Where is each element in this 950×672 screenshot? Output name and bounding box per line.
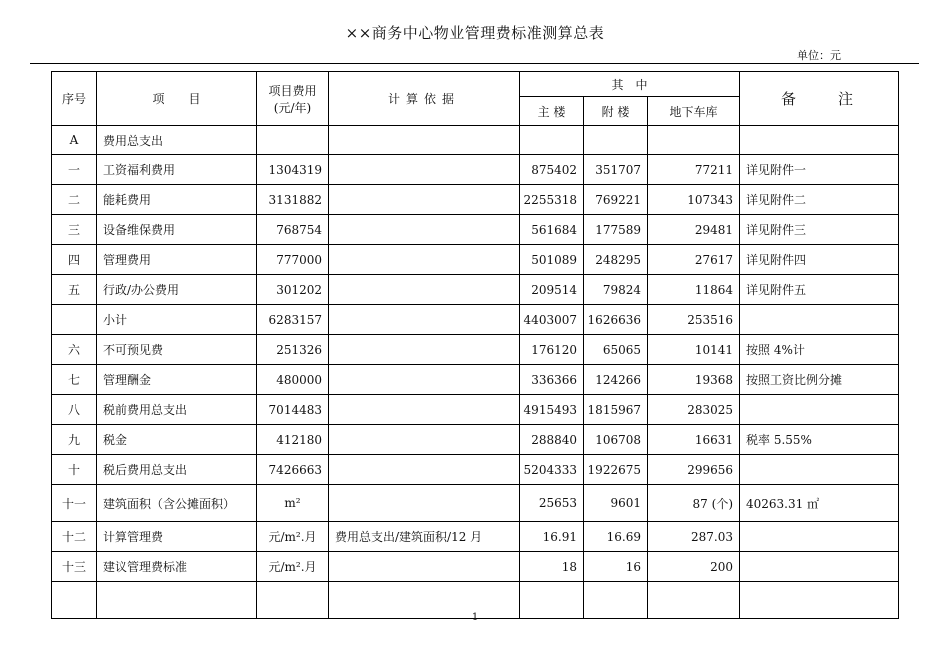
cell-remark: 40263.31 ㎡ [740,485,899,522]
cell-cost: 7014483 [257,395,329,425]
cell-annex: 351707 [584,155,648,185]
cell-basis [329,395,520,425]
cell-garage: 29481 [648,215,740,245]
table-row [52,335,899,365]
cell-basis [329,552,520,582]
cell-item: 税前费用总支出 [97,395,257,425]
header-cost [257,72,329,126]
cell-cost: m² [257,485,329,522]
cell-item: 行政/办公费用 [97,275,257,305]
cell-garage [648,126,740,155]
header-row-1 [52,72,899,97]
cell-item: 能耗费用 [97,185,257,215]
cell-garage: 77211 [648,155,740,185]
table-row [52,215,899,245]
header-cost-label: 项目费用 [268,83,317,98]
header-item: 项 目 [97,72,257,126]
cell-main [520,126,584,155]
cell-main: 5204333 [520,455,584,485]
cell-seq: 三 [52,215,97,245]
cell-cost: 7426663 [257,455,329,485]
cell-basis [329,275,520,305]
header-seq: 序号 [52,72,97,126]
cell-garage: 200 [648,552,740,582]
cell-item: 费用总支出 [97,126,257,155]
header-annex: 附 楼 [584,97,648,126]
cell-main: 2255318 [520,185,584,215]
header-among: 其 中 [520,72,740,97]
cell-cost [257,126,329,155]
cell-remark: 详见附件三 [740,215,899,245]
table-row [52,365,899,395]
cell-remark [740,522,899,552]
cell-main: 16.91 [520,522,584,552]
cell-garage: 299656 [648,455,740,485]
header-remark: 备 注 [740,72,899,126]
cell-cost: 301202 [257,275,329,305]
table-row [52,185,899,215]
cell-annex: 1815967 [584,395,648,425]
cell-seq: 十 [52,455,97,485]
cell-remark: 详见附件二 [740,185,899,215]
cell-item: 税后费用总支出 [97,455,257,485]
cell-main: 561684 [520,215,584,245]
cell-basis [329,185,520,215]
table-row [52,485,899,522]
cell-annex: 1626636 [584,305,648,335]
unit-label: 单位：元 [797,49,841,62]
cell-seq: 十三 [52,552,97,582]
cell-annex: 1922675 [584,455,648,485]
cell-remark: 按照 4%计 [740,335,899,365]
cell-basis [329,126,520,155]
cost-table [51,71,899,619]
cell-seq: 一 [52,155,97,185]
cell-item: 建议管理费标准 [97,552,257,582]
cell-main: 209514 [520,275,584,305]
cell-basis [329,155,520,185]
cell-annex: 248295 [584,245,648,275]
cell-basis [329,245,520,275]
cell-basis [329,215,520,245]
cell-main: 501089 [520,245,584,275]
cell-seq: 四 [52,245,97,275]
table-row [52,455,899,485]
table-row [52,522,899,552]
cell-main: 18 [520,552,584,582]
page-number: 1 [471,612,479,623]
cell-cost: 1304319 [257,155,329,185]
cell-basis [329,425,520,455]
cell-main: 4403007 [520,305,584,335]
cell-garage: 19368 [648,365,740,395]
cell-seq: 六 [52,335,97,365]
cell-seq: 十二 [52,522,97,552]
cell-remark [740,395,899,425]
cell-item: 设备维保费用 [97,215,257,245]
cell-garage: 10141 [648,335,740,365]
cell-cost: 251326 [257,335,329,365]
cell-annex: 124266 [584,365,648,395]
cell-seq [52,305,97,335]
header-main: 主 楼 [520,97,584,126]
cell-cost: 777000 [257,245,329,275]
cell-main: 4915493 [520,395,584,425]
table-row [52,395,899,425]
cell-basis: 费用总支出/建筑面积/12 月 [329,522,520,552]
cell-cost: 412180 [257,425,329,455]
cell-basis [329,455,520,485]
cell-cost: 元/m².月 [257,552,329,582]
cell-annex: 177589 [584,215,648,245]
cell-annex: 65065 [584,335,648,365]
cell-cost: 元/m².月 [257,522,329,552]
cell-remark [740,305,899,335]
table-row [52,155,899,185]
cell-basis [329,305,520,335]
cell-annex: 16 [584,552,648,582]
cell-main: 176120 [520,335,584,365]
cell-remark [740,126,899,155]
header-garage: 地下车库 [648,97,740,126]
cell-item: 工资福利费用 [97,155,257,185]
cell-item: 税金 [97,425,257,455]
cell-remark: 详见附件一 [740,155,899,185]
cell-seq: 二 [52,185,97,215]
cell-main: 288840 [520,425,584,455]
cell-cost: 768754 [257,215,329,245]
cell-seq: 五 [52,275,97,305]
table-row [52,275,899,305]
cell-basis [329,335,520,365]
table-row [52,126,899,155]
cell-annex: 106708 [584,425,648,455]
cell-garage: 253516 [648,305,740,335]
cell-annex [584,126,648,155]
cell-cost: 6283157 [257,305,329,335]
cell-annex: 79824 [584,275,648,305]
document-title: ××商务中心物业管理费标准测算总表 [345,24,605,42]
cell-garage: 107343 [648,185,740,215]
cell-basis [329,485,520,522]
cell-remark [740,552,899,582]
cell-item: 计算管理费 [97,522,257,552]
cell-item: 小计 [97,305,257,335]
table-row [52,552,899,582]
header-basis: 计算依据 [329,72,520,126]
cell-basis [329,365,520,395]
cell-main: 25653 [520,485,584,522]
table-row [52,305,899,335]
cell-garage: 27617 [648,245,740,275]
cell-item: 管理酬金 [97,365,257,395]
cell-annex: 9601 [584,485,648,522]
cell-garage: 283025 [648,395,740,425]
cell-remark: 税率 5.55% [740,425,899,455]
header-rule [30,63,919,64]
header-cost-unit: (元/年) [273,100,312,115]
cell-garage: 287.03 [648,522,740,552]
cell-garage: 16631 [648,425,740,455]
cell-remark: 详见附件五 [740,275,899,305]
cell-seq: A [52,126,97,155]
cell-annex: 769221 [584,185,648,215]
cell-remark: 按照工资比例分摊 [740,365,899,395]
cell-garage: 11864 [648,275,740,305]
cell-annex: 16.69 [584,522,648,552]
table-row [52,245,899,275]
cell-item: 管理费用 [97,245,257,275]
cell-cost: 480000 [257,365,329,395]
cell-seq: 九 [52,425,97,455]
cell-seq: 七 [52,365,97,395]
cell-remark [740,455,899,485]
cell-garage: 87 (个) [648,485,740,522]
cell-seq: 十一 [52,485,97,522]
cell-seq: 八 [52,395,97,425]
cell-remark: 详见附件四 [740,245,899,275]
cell-cost: 3131882 [257,185,329,215]
cell-main: 336366 [520,365,584,395]
table-row [52,425,899,455]
cell-item: 建筑面积（含公摊面积） [97,485,257,522]
cell-main: 875402 [520,155,584,185]
cell-item: 不可预见费 [97,335,257,365]
